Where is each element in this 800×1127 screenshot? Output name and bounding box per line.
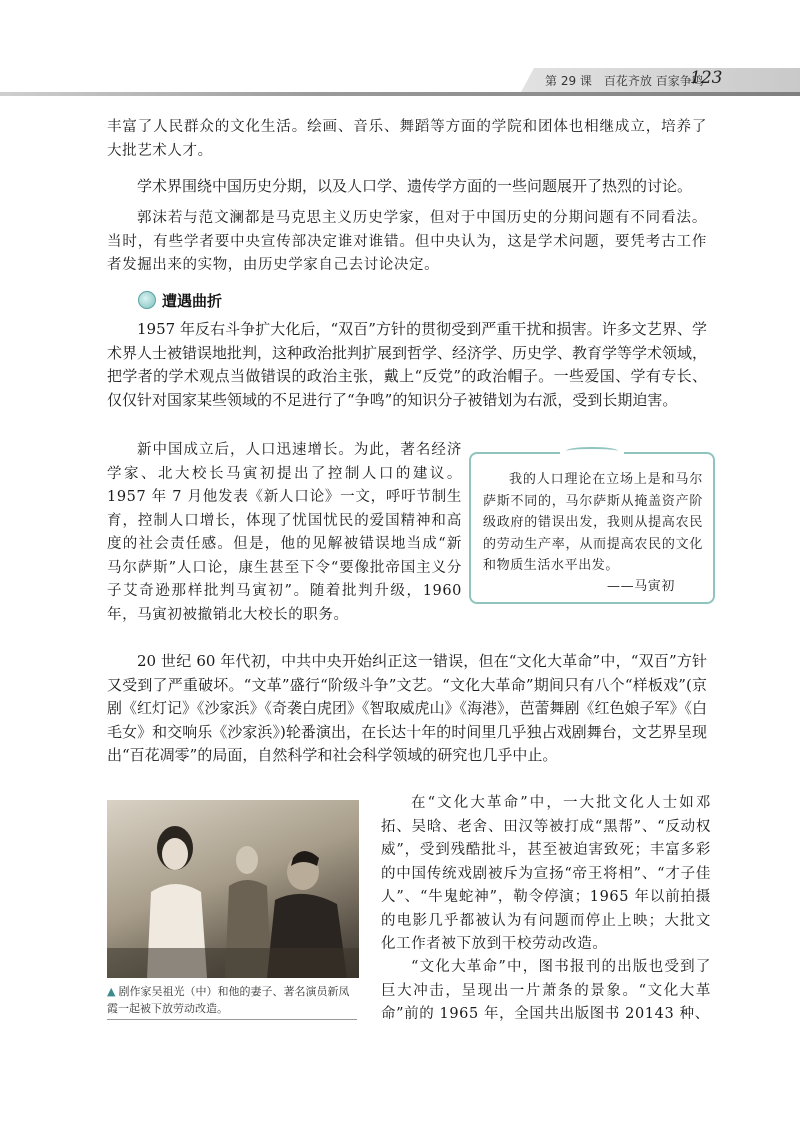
paragraph-2: 学术界围绕中国历史分期，以及人口学、遗传学方面的一些问题展开了热烈的讨论。: [137, 177, 693, 195]
paragraph-7: 在“文化大革命”中，一大批文化人士如邓拓、吴晗、老舍、田汉等被打成“黑帮”、“反动权威”，受到残酷批斗，甚至被迫害致死；丰富多彩的中国传统戏剧被斥为宣扬“帝王将相”、“才子佳人”、“牛鬼蛇神”，勒令停演；1965 年以前拍摄的电影几乎都被认为有问题而停止上映；大批文化工作者被下放到干校劳动改造。: [381, 795, 711, 952]
section-title: 遭遇曲折: [162, 291, 223, 310]
paragraph-3: 郭沫若与范文澜都是马克思主义历史学家，但对于中国历史的分期问题有不同看法。当时，有些学者要中央宣传部决定谁对谁错。但中央认为，这是学术问题，要凭考古工作者发掘出来的实物，由历史学家自己去讨论决定。: [107, 210, 707, 273]
section-badge-icon: [138, 291, 156, 309]
section-heading: [138, 290, 222, 310]
caption-triangle-icon: ▲: [107, 985, 116, 998]
photo-caption: [107, 983, 357, 1020]
caption-text: 剧作家吴祖光（中）和他的妻子、著名演员新凤霞一起被下放劳动改造。: [107, 985, 350, 1015]
quote-ornament: [560, 441, 624, 459]
page-number: 123: [690, 68, 723, 88]
lesson-title: 第 29 课 百花齐放 百家争鸣: [545, 74, 704, 88]
paragraph-5: 新中国成立后，人口迅速增长。为此，著名经济学家、北大校长马寅初提出了控制人口的建议。1957 年 7 月他发表《新人口论》一文，呼吁节制生育，控制人口增长，体现了忧国忧民的爱国精神和高度的社会责任感。但是，他的见解被错误地当成“新马尔萨斯”人口论，康生甚至下令“要像批帝国主义分子艾奇逊那样批判马寅初”。随着批判升级，1960 年，马寅初被撤销北大校长的职务。: [107, 442, 462, 623]
historical-photo: [107, 800, 359, 978]
paragraph-6: 20 世纪 60 年代初，中共中央开始纠正这一错误，但在“文化大革命”中，“双百”方针又受到了严重破坏。“文革”盛行“阶级斗争”文艺。“文化大革命”期间只有八个“样板戏”(京剧《红灯记》《沙家浜》《奇袭白虎团》《智取威虎山》《海港》，芭蕾舞剧《红色娘子军》《白毛女》和交响乐《沙家浜》)轮番演出，在长达十年的时间里几乎独占戏剧舞台，文艺界呈现出“百花凋零”的局面，自然科学和社会科学领域的研究也几乎中止。: [107, 652, 708, 764]
paragraph-1: 丰富了人民群众的文化生活。绘画、音乐、舞蹈等方面的学院和团体也相继成立，培养了大批艺术人才。: [107, 119, 707, 159]
paragraph-4: 1957 年反右斗争扩大化后，“双百”方针的贯彻受到严重干扰和损害。许多文艺界、学术界人士被错误地批判，这种政治批判扩展到哲学、经济学、历史学、教育学等学术领域，把学者的学术观点当做错误的政治主张，戴上“反党”的政治帽子。一些爱国、学有专长、仅仅针对国家某些领域的不足进行了“争鸣”的知识分子被错划为右派，受到长期迫害。: [107, 320, 708, 409]
paragraph-8: “文化大革命”中，图书报刊的出版也受到了巨大冲击，呈现出一片萧条的景象。“文化大革命”前的 1965 年，全国共出版图书 20143 种、: [381, 959, 711, 1022]
photo-figures: [107, 800, 359, 978]
quote-text: 我的人口理论在立场上是和马尔萨斯不同的，马尔萨斯从掩盖资产阶级政府的错误出发，我则从提高农民的劳动生产率，从而提高农民的文化和物质生活水平出发。: [483, 472, 703, 573]
quote-attribution: ——马寅初: [607, 579, 675, 594]
header-rule: [0, 92, 800, 96]
